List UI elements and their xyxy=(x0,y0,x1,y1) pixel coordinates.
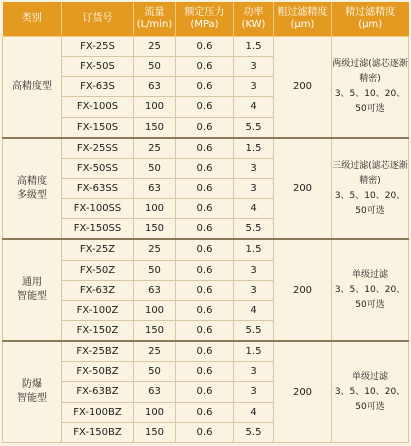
flow-cell: 50 xyxy=(134,362,176,382)
category-cell: 防爆 智能型 xyxy=(3,341,62,442)
order-number-cell: FX-25S xyxy=(62,37,134,57)
order-number-cell: FX-100SS xyxy=(62,199,134,219)
order-number-cell: FX-100BZ xyxy=(62,402,134,422)
fine-precision-cell: 三级过滤(滤芯逐渐精密) 3、5、10、20、50可选 xyxy=(332,138,409,240)
pressure-cell: 0.6 xyxy=(176,402,234,422)
flow-cell: 50 xyxy=(134,57,176,77)
flow-cell: 150 xyxy=(134,320,176,341)
power-cell: 3 xyxy=(234,382,274,402)
pressure-cell: 0.6 xyxy=(176,300,234,320)
order-number-cell: FX-25BZ xyxy=(62,341,134,362)
header-category: 类别 xyxy=(3,2,62,37)
flow-cell: 100 xyxy=(134,300,176,320)
pressure-cell: 0.6 xyxy=(176,199,234,219)
order-number-cell: FX-63Z xyxy=(62,280,134,300)
fine-precision-cell: 两级过滤(滤芯逐渐精密) 3、5、10、20、50可选 xyxy=(332,37,409,138)
order-number-cell: FX-50S xyxy=(62,57,134,77)
flow-cell: 63 xyxy=(134,178,176,198)
flow-cell: 25 xyxy=(134,37,176,57)
power-cell: 3 xyxy=(234,178,274,198)
order-number-cell: FX-150BZ xyxy=(62,422,134,442)
power-cell: 3 xyxy=(234,158,274,178)
coarse-precision-cell: 200 xyxy=(274,341,332,442)
header-power: 功率 (KW) xyxy=(234,2,274,37)
power-cell: 5.5 xyxy=(234,117,274,138)
table-row xyxy=(3,341,409,362)
pressure-cell: 0.6 xyxy=(176,260,234,280)
coarse-precision-cell: 200 xyxy=(274,239,332,341)
pressure-cell: 0.6 xyxy=(176,37,234,57)
coarse-precision-cell: 200 xyxy=(274,138,332,240)
table-body xyxy=(3,37,409,443)
pressure-cell: 0.6 xyxy=(176,422,234,442)
order-number-cell: FX-100S xyxy=(62,97,134,117)
flow-cell: 100 xyxy=(134,97,176,117)
order-number-cell: FX-100Z xyxy=(62,300,134,320)
flow-cell: 100 xyxy=(134,402,176,422)
power-cell: 1.5 xyxy=(234,341,274,362)
order-number-cell: FX-50BZ xyxy=(62,362,134,382)
table-row xyxy=(3,138,409,159)
flow-cell: 150 xyxy=(134,219,176,240)
flow-cell: 50 xyxy=(134,158,176,178)
table-header xyxy=(3,2,409,37)
order-number-cell: FX-63BZ xyxy=(62,382,134,402)
flow-cell: 63 xyxy=(134,382,176,402)
power-cell: 3 xyxy=(234,57,274,77)
power-cell: 3 xyxy=(234,260,274,280)
power-cell: 1.5 xyxy=(234,138,274,159)
pressure-cell: 0.6 xyxy=(176,178,234,198)
pressure-cell: 0.6 xyxy=(176,362,234,382)
table-row xyxy=(3,37,409,57)
flow-cell: 25 xyxy=(134,341,176,362)
header-coarse-precision: 粗过滤精度 (μm) xyxy=(274,2,332,37)
pressure-cell: 0.6 xyxy=(176,138,234,159)
power-cell: 3 xyxy=(234,77,274,97)
header-order-number: 订货号 xyxy=(62,2,134,37)
order-number-cell: FX-50Z xyxy=(62,260,134,280)
coarse-precision-cell: 200 xyxy=(274,37,332,138)
pressure-cell: 0.6 xyxy=(176,117,234,138)
header-row xyxy=(3,2,409,37)
order-number-cell: FX-50SS xyxy=(62,158,134,178)
header-flow: 流量 (L/min) xyxy=(134,2,176,37)
flow-cell: 50 xyxy=(134,260,176,280)
power-cell: 4 xyxy=(234,300,274,320)
pressure-cell: 0.6 xyxy=(176,77,234,97)
flow-cell: 63 xyxy=(134,280,176,300)
pressure-cell: 0.6 xyxy=(176,280,234,300)
power-cell: 5.5 xyxy=(234,422,274,442)
order-number-cell: FX-63S xyxy=(62,77,134,97)
order-number-cell: FX-25Z xyxy=(62,239,134,260)
power-cell: 4 xyxy=(234,97,274,117)
power-cell: 4 xyxy=(234,402,274,422)
flow-cell: 150 xyxy=(134,422,176,442)
order-number-cell: FX-150SS xyxy=(62,219,134,240)
pressure-cell: 0.6 xyxy=(176,219,234,240)
power-cell: 3 xyxy=(234,362,274,382)
power-cell: 4 xyxy=(234,199,274,219)
order-number-cell: FX-150Z xyxy=(62,320,134,341)
category-cell: 高精度 多级型 xyxy=(3,138,62,240)
pressure-cell: 0.6 xyxy=(176,341,234,362)
power-cell: 5.5 xyxy=(234,320,274,341)
fine-precision-cell: 单级过滤 3、5、10、20、50可选 xyxy=(332,341,409,442)
fine-precision-cell: 单级过滤 3、5、10、20、50可选 xyxy=(332,239,409,341)
flow-cell: 150 xyxy=(134,117,176,138)
flow-cell: 25 xyxy=(134,138,176,159)
pressure-cell: 0.6 xyxy=(176,158,234,178)
pressure-cell: 0.6 xyxy=(176,320,234,341)
power-cell: 3 xyxy=(234,280,274,300)
pressure-cell: 0.6 xyxy=(176,239,234,260)
order-number-cell: FX-150S xyxy=(62,117,134,138)
pressure-cell: 0.6 xyxy=(176,97,234,117)
order-number-cell: FX-25SS xyxy=(62,138,134,159)
power-cell: 1.5 xyxy=(234,37,274,57)
pressure-cell: 0.6 xyxy=(176,57,234,77)
flow-cell: 100 xyxy=(134,199,176,219)
header-fine-precision: 精过滤精度 (μm) xyxy=(332,2,409,37)
flow-cell: 25 xyxy=(134,239,176,260)
order-number-cell: FX-63SS xyxy=(62,178,134,198)
power-cell: 1.5 xyxy=(234,239,274,260)
header-rated-pressure: 额定压力 (MPa) xyxy=(176,2,234,37)
category-cell: 通用 智能型 xyxy=(3,239,62,341)
table-row xyxy=(3,239,409,260)
power-cell: 5.5 xyxy=(234,219,274,240)
flow-cell: 63 xyxy=(134,77,176,97)
pressure-cell: 0.6 xyxy=(176,382,234,402)
spec-table xyxy=(2,2,409,443)
category-cell: 高精度型 xyxy=(3,37,62,138)
